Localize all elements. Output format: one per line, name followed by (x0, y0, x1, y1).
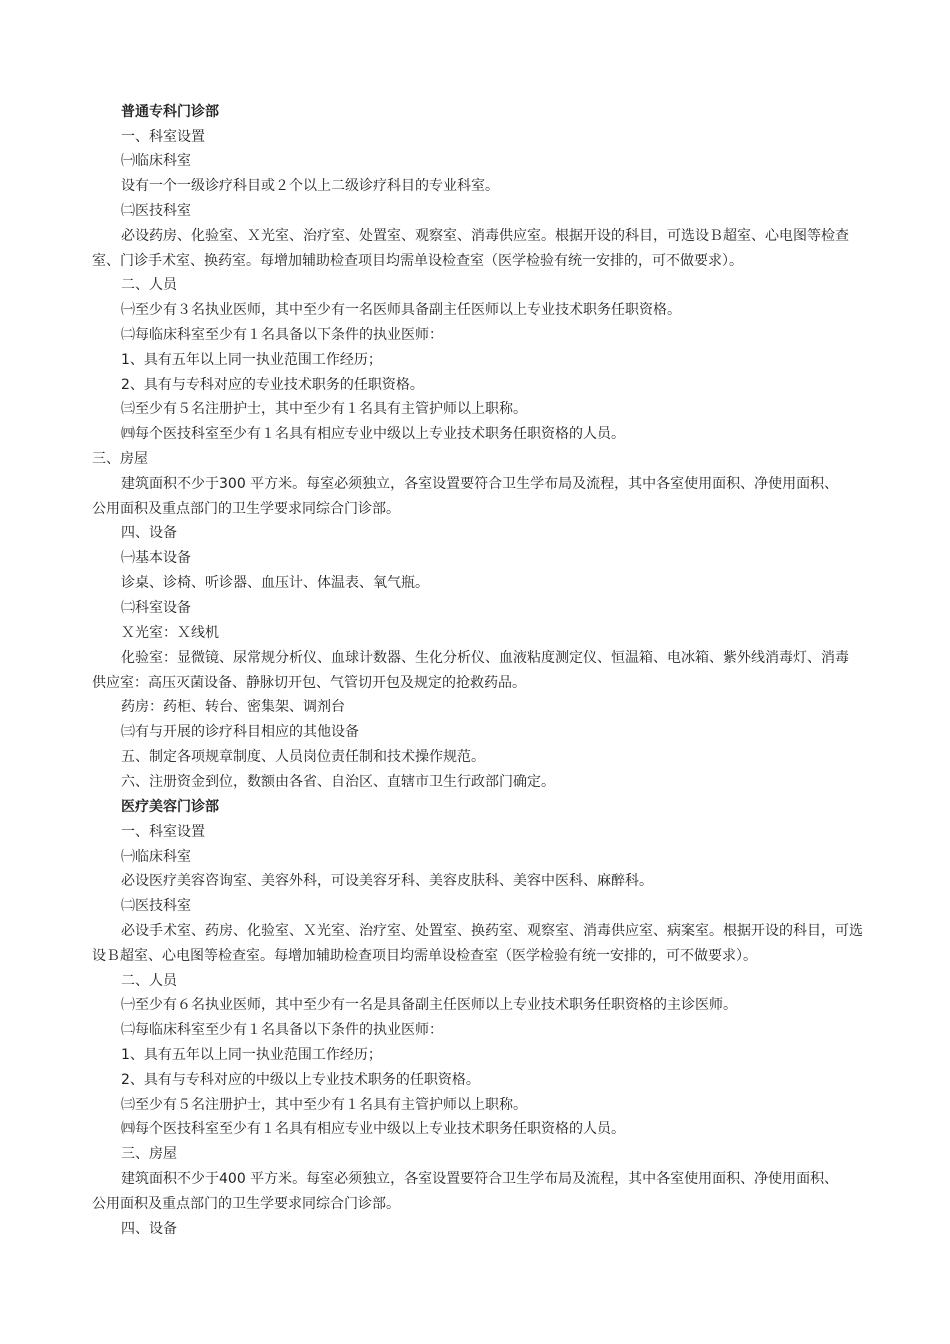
paragraph: Ｘ光室：Ｘ线机 (121, 625, 219, 641)
paragraph: ㈢至少有５名注册护士，其中至少有１名具有主管护师以上职称。 (121, 401, 527, 417)
subheading: ㈠临床科室 (121, 153, 191, 169)
subheading: ㈠基本设备 (121, 550, 191, 566)
paragraph: ㈢至少有５名注册护士，其中至少有１名具有主管护师以上职称。 (121, 1097, 527, 1113)
heading: 一、科室设置 (121, 824, 205, 840)
paragraph: ㈣每个医技科室至少有１名具有相应专业中级以上专业技术职务任职资格的人员。 (121, 1121, 625, 1137)
subheading: ㈡医技科室 (121, 898, 191, 914)
paragraph: 1、具有五年以上同一执业范围工作经历； (121, 1047, 382, 1063)
paragraph: 2、具有与专科对应的中级以上专业技术职务的任职资格。 (121, 1072, 480, 1088)
section-title: 普通专科门诊部 (121, 104, 219, 120)
paragraph: ㈢有与开展的诊疗科目相应的其他设备 (121, 724, 359, 740)
paragraph: 2、具有与专科对应的专业技术职务的任职资格。 (121, 377, 424, 393)
paragraph: 建筑面积不少于400 平方米。每室必须独立，各室设置要符合卫生学布局及流程，其中各室使用面积、净使用面积、 (121, 1171, 839, 1187)
paragraph: ㈠至少有３名执业医师，其中至少有一名医师具备副主任医师以上专业技术职务任职资格。 (121, 302, 681, 318)
paragraph: 公用面积及重点部门的卫生学要求同综合门诊部。 (92, 1196, 400, 1212)
paragraph: 建筑面积不少于300 平方米。每室必须独立，各室设置要符合卫生学布局及流程，其中各室使用面积、净使用面积、 (121, 476, 839, 492)
paragraph: 化验室：显微镜、尿常规分析仪、血球计数器、生化分析仪、血液粘度测定仪、恒温箱、电冰箱、紫外线消毒灯、消毒 (121, 650, 849, 666)
heading: 二、人员 (121, 277, 177, 293)
paragraph: ㈠至少有６名执业医师，其中至少有一名是具备副主任医师以上专业技术职务任职资格的主诊医师。 (121, 997, 737, 1013)
paragraph: 公用面积及重点部门的卫生学要求同综合门诊部。 (92, 501, 400, 517)
paragraph: ㈡每临床科室至少有１名具备以下条件的执业医师： (121, 1022, 443, 1038)
paragraph: 必设药房、化验室、Ｘ光室、治疗室、处置室、观察室、消毒供应室。根据开设的科目，可选设Ｂ超室、心电图等检查 (121, 228, 849, 244)
subheading: ㈡医技科室 (121, 203, 191, 219)
paragraph: 药房：药柜、转台、密集架、调剂台 (121, 699, 345, 715)
heading: 四、设备 (121, 1221, 177, 1237)
paragraph: 设有一个一级诊疗科目或２个以上二级诊疗科目的专业科室。 (121, 178, 499, 194)
subheading: ㈠临床科室 (121, 849, 191, 865)
paragraph: 必设手术室、药房、化验室、Ｘ光室、治疗室、处置室、换药室、观察室、消毒供应室、病案室。根据开设的科目，可选 (121, 923, 863, 939)
paragraph: 诊桌、诊椅、听诊器、血压计、体温表、氧气瓶。 (121, 575, 429, 591)
heading: 二、人员 (121, 973, 177, 989)
paragraph: 五、制定各项规章制度、人员岗位责任制和技术操作规范。 (121, 749, 485, 765)
paragraph: 六、注册资金到位，数额由各省、自治区、直辖市卫生行政部门确定。 (121, 774, 555, 790)
paragraph: ㈣每个医技科室至少有１名具有相应专业中级以上专业技术职务任职资格的人员。 (121, 426, 625, 442)
heading: 三、房屋 (92, 451, 148, 467)
paragraph: 供应室：高压灭菌设备、静脉切开包、气管切开包及规定的抢救药品。 (92, 675, 526, 691)
heading: 一、科室设置 (121, 129, 205, 145)
section-title: 医疗美容门诊部 (121, 799, 219, 815)
paragraph: 1、具有五年以上同一执业范围工作经历； (121, 352, 382, 368)
paragraph: 必设医疗美容咨询室、美容外科，可设美容牙科、美容皮肤科、美容中医科、麻醉科。 (121, 873, 653, 889)
paragraph: ㈡每临床科室至少有１名具备以下条件的执业医师： (121, 327, 443, 343)
subheading: ㈡科室设备 (121, 600, 191, 616)
paragraph: 设Ｂ超室、心电图等检查室。每增加辅助检查项目均需单设检查室（医学检验有统一安排的，可不做要求）。 (92, 948, 757, 964)
heading: 四、设备 (121, 525, 177, 541)
heading: 三、房屋 (121, 1146, 177, 1162)
paragraph: 室、门诊手术室、换药室。每增加辅助检查项目均需单设检查室（医学检验有统一安排的，可不做要求）。 (92, 253, 743, 269)
